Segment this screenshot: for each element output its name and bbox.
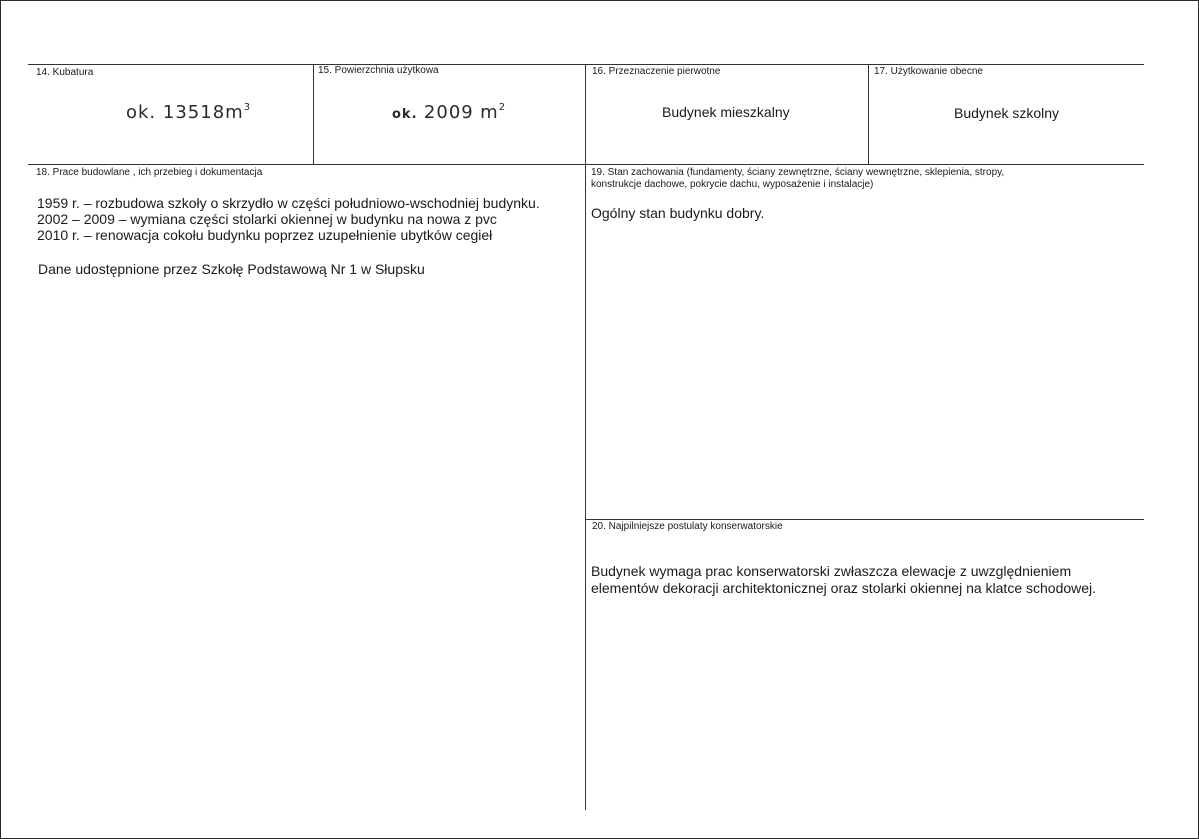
field-14-exponent: 3 <box>243 102 252 113</box>
field-18-entries <box>37 195 540 243</box>
field-20-text <box>591 563 1096 597</box>
field-18-source: Dane udostępnione przez Szkołę Podstawową Nr 1 w Słupsku <box>38 261 425 277</box>
field-15-unit: m <box>480 102 499 123</box>
field-15-label: 15. Powierzchnia użytkowa <box>318 65 439 76</box>
middle-rule <box>28 164 1144 165</box>
field-18-entry: 2002 – 2009 – wymiana części stolarki okiennej w budynku na nowa z pvc <box>37 211 497 227</box>
field-16-label: 16. Przeznaczenie pierwotne <box>592 66 721 77</box>
field-14-handwritten-value <box>126 102 251 123</box>
field-18-entry: 1959 r. – rozbudowa szkoły o skrzydło w części południowo-wschodniej budynku. <box>37 195 540 211</box>
field-15-prefix: ok. <box>392 107 418 122</box>
field-14-number: 13518 <box>162 102 226 123</box>
field-15-handwritten-value <box>392 102 506 123</box>
field-20-label: 20. Najpilniejsze postulaty konserwatorskie <box>592 521 783 532</box>
field-19-label-line: konstrukcje dachowe, pokrycie dachu, wyposażenie i instalacje) <box>591 179 874 190</box>
field-14-prefix: ok. <box>126 102 157 123</box>
field-14-unit: m <box>225 102 244 123</box>
field-18-entry: 2010 r. – renowacja cokołu budynku poprzez uzupełnienie ubytków cegieł <box>37 227 493 243</box>
field-18-label: 18. Prace budowlane , ich przebieg i dokumentacja <box>36 167 263 178</box>
field-19-label <box>591 167 1111 191</box>
field-15-exponent: 2 <box>498 102 507 113</box>
field-20-line: elementów dekoracji architektonicznej oraz stolarki okiennej na klatce schodowej. <box>591 580 1097 596</box>
field-16-value: Budynek mieszkalny <box>662 104 790 120</box>
field-14-label: 14. Kubatura <box>36 67 94 78</box>
field-17-value: Budynek szkolny <box>954 105 1060 121</box>
field-19-label-line: 19. Stan zachowania (fundamenty, ściany zewnętrzne, ściany wewnętrzne, sklepienia, stropy, <box>591 167 1005 178</box>
field-19-value: Ogólny stan budynku dobry. <box>591 205 765 221</box>
divider-center <box>585 64 586 810</box>
top-rule <box>28 64 1144 65</box>
section-20-rule <box>585 519 1144 520</box>
divider-14-15 <box>313 64 314 164</box>
field-20-line: Budynek wymaga prac konserwatorski zwłaszcza elewacje z uwzględnieniem <box>591 563 1072 579</box>
divider-16-17 <box>868 64 869 164</box>
field-15-number: 2009 <box>423 102 474 123</box>
field-17-label: 17. Użytkowanie obecne <box>874 66 983 77</box>
